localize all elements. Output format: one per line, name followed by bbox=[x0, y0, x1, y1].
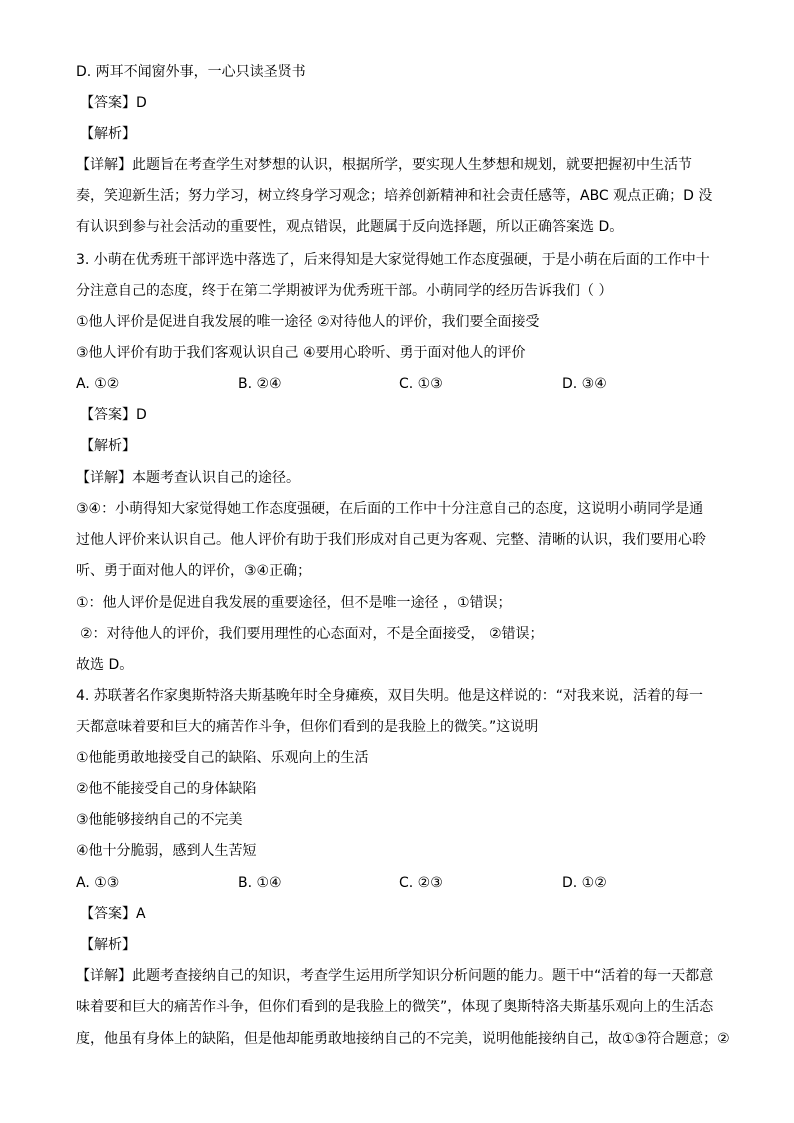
q3-option-d: D. ③④ bbox=[562, 376, 607, 392]
q3-detail-line: 过他人评价来认识自己。他人评价有助于我们形成对自己更为客观、完整、清晰的认识，我们要用心聆 bbox=[76, 532, 706, 548]
q2-answer: 【答案】D bbox=[80, 95, 147, 111]
q3-option-b: B. ②④ bbox=[238, 376, 282, 392]
q4-option-a: A. ①③ bbox=[76, 875, 120, 891]
q3-analysis-label: 【解析】 bbox=[80, 438, 136, 454]
q4-stem-line: 天都意味着要和巨大的痛苦作斗争，但你们看到的是我脸上的微笑。”这说明 bbox=[76, 719, 539, 735]
q2-detail-line: 奏，笑迎新生活；努力学习，树立终身学习观念；培养创新精神和社会责任感等，ABC 观点正确；D 没 bbox=[76, 188, 713, 204]
q4-detail-line: 度，他虽有身体上的缺陷，但是他却能勇敢地接纳自己的不完美，说明他能接纳自己，故①③符合题意；② bbox=[76, 1031, 730, 1047]
q4-answer: 【答案】A bbox=[80, 906, 146, 922]
q4-option-d: D. ①② bbox=[562, 875, 607, 891]
q3-detail-line: 【详解】本题考查认识自己的途径。 bbox=[76, 470, 300, 486]
q2-option-d: D. 两耳不闻窗外事，一心只读圣贤书 bbox=[76, 64, 306, 80]
q3-statement-line: ③他人评价有助于我们客观认识自己 ④要用心聆听、勇于面对他人的评价 bbox=[76, 345, 526, 361]
q3-statement-line: ①他人评价是促进自我发展的唯一途径 ②对待他人的评价，我们要全面接受 bbox=[76, 314, 540, 330]
q3-stem-line: 分注意自己的态度，终于在第二学期被评为优秀班干部。小萌同学的经历告诉我们（ ） bbox=[76, 283, 613, 299]
q3-answer: 【答案】D bbox=[80, 407, 147, 423]
q3-stem-line: 3. 小萌在优秀班干部评选中落选了，后来得知是大家觉得她工作态度强硬，于是小萌在后面的工作中十 bbox=[76, 252, 710, 268]
q3-detail-line: 听、勇于面对他人的评价，③④正确； bbox=[76, 563, 312, 579]
q2-analysis-label: 【解析】 bbox=[80, 126, 136, 142]
q3-detail-line: ②：对待他人的评价，我们要用理性的心态面对，不是全面接受， ②错误； bbox=[80, 626, 544, 642]
q3-detail-line: 故选 D。 bbox=[76, 657, 134, 673]
q4-detail-line: 味着要和巨大的痛苦作斗争，但你们看到的是我脸上的微笑”，体现了奥斯特洛夫斯基乐观向上的生活态 bbox=[76, 999, 714, 1015]
q2-detail-line: 有认识到参与社会活动的重要性，观点错误，此题属于反向选择题，所以正确答案选 D。 bbox=[76, 219, 624, 235]
q2-detail-line: 【详解】此题旨在考查学生对梦想的认识，根据所学，要实现人生梦想和规划，就要把握初中生活节 bbox=[76, 157, 692, 173]
q4-statement-line: ②他不能接受自己的身体缺陷 bbox=[76, 781, 257, 797]
q4-stem-line: 4. 苏联著名作家奥斯特洛夫斯基晚年时全身瘫痪，双目失明。他是这样说的：“对我来说，活着的每一 bbox=[76, 688, 704, 704]
q3-option-c: C. ①③ bbox=[399, 376, 443, 392]
q4-option-b: B. ①④ bbox=[238, 875, 282, 891]
q4-detail-line: 【详解】此题考查接纳自己的知识，考查学生运用所学知识分析问题的能力。题干中“活着的每一天都意 bbox=[76, 968, 714, 984]
q4-analysis-label: 【解析】 bbox=[80, 937, 136, 953]
q4-statement-line: ①他能勇敢地接受自己的缺陷、乐观向上的生活 bbox=[76, 750, 369, 766]
q3-option-a: A. ①② bbox=[76, 376, 120, 392]
q3-detail-line: ③④：小萌得知大家觉得她工作态度强硬，在后面的工作中十分注意自己的态度，这说明小萌同学是通 bbox=[76, 501, 704, 517]
q4-statement-line: ④他十分脆弱，感到人生苦短 bbox=[76, 843, 257, 859]
q4-statement-line: ③他能够接纳自己的不完美 bbox=[76, 812, 243, 828]
q4-option-c: C. ②③ bbox=[399, 875, 443, 891]
q3-detail-line: ①：他人评价是促进自我发展的重要途径，但不是唯一途径 ，①错误； bbox=[76, 595, 512, 611]
